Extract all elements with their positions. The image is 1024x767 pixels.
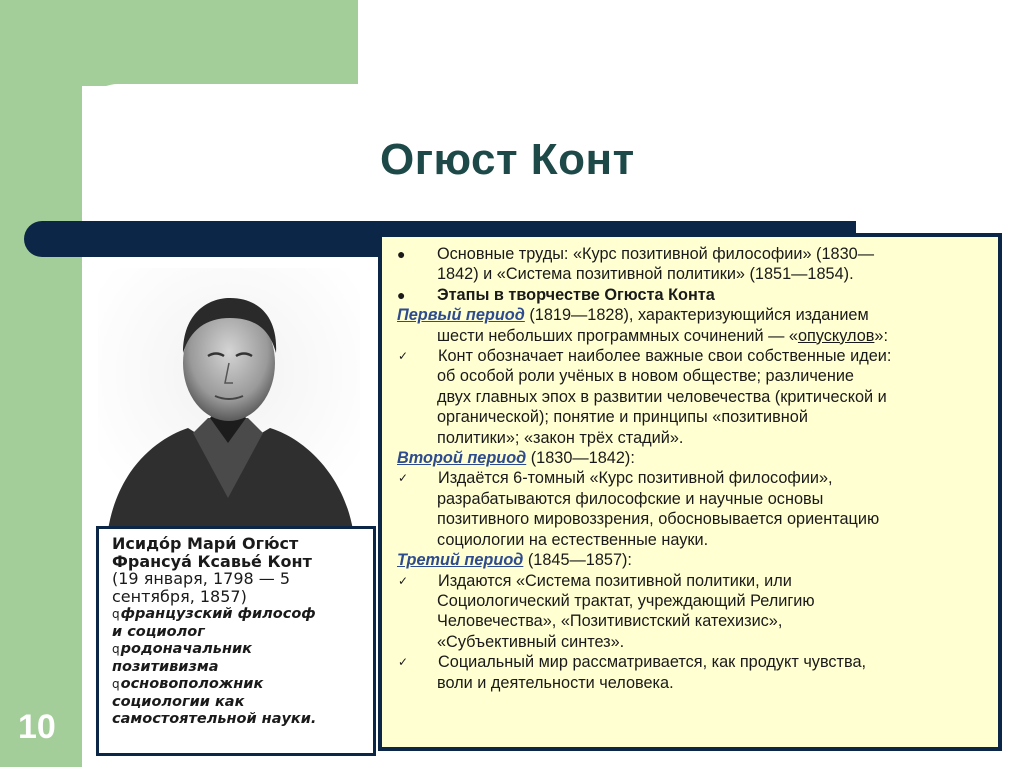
period-3-heading: Третий период (1845—1857): bbox=[397, 551, 632, 570]
works-label: Основные труды bbox=[437, 245, 564, 263]
bio-item-3-cont: социологии как bbox=[112, 693, 245, 710]
opuscules-link[interactable]: опускулов bbox=[797, 326, 875, 345]
bio-item-3: qосновоположник bbox=[112, 676, 264, 692]
square-bullet-icon: q bbox=[112, 677, 120, 691]
bio-item-2: qродоначальник bbox=[112, 641, 252, 657]
period-2-label: Второй период bbox=[397, 449, 527, 468]
works-bullet: ● Основные труды: «Курс позитивной философии» (1830— bbox=[397, 245, 874, 263]
slide-title: Огюст Конт bbox=[380, 135, 635, 184]
portrait-image bbox=[98, 268, 360, 530]
bio-item-3-cont2: самостоятельной науки. bbox=[112, 711, 317, 727]
checkmark-icon: ✓ bbox=[398, 471, 409, 486]
period-1-heading: Первый период (1819—1828), характеризующийся изданием bbox=[397, 306, 869, 325]
bio-item-1: qфранцузский философ bbox=[112, 606, 316, 622]
bio-name-line1: Исидо́р Мари́ Огю́ст bbox=[112, 534, 299, 553]
bullet-dot-icon: ● bbox=[397, 286, 406, 303]
period-3-label: Третий период bbox=[397, 551, 524, 570]
period-2-heading: Второй период (1830—1842): bbox=[397, 449, 635, 468]
bullet-dot-icon: ● bbox=[397, 246, 406, 262]
green-side-band bbox=[0, 0, 82, 767]
checkmark-icon: ✓ bbox=[398, 655, 409, 670]
period-2-check: ✓ Издаётся 6-томный «Курс позитивной философии», bbox=[398, 469, 833, 488]
green-top-band bbox=[0, 0, 358, 86]
period-3-check-2: ✓ Социальный мир рассматривается, как продукт чувства, bbox=[398, 653, 867, 672]
content-box: ● Основные труды: «Курс позитивной философии» (1830— 1842) и «Система позитивной политики» (1851—1854). ● Этапы в творчестве Огюста Конта Первый период (1819—1828), характеризующийся изданием шести небольших программных сочинений — «опускулов»: ✓ Конт обозначает наиболее важные свои собственные идеи: об особой роли учёных в новом обществе; различение двух главных эпох в развитии человечества (критической и органической); понятие и принципы «позитивной политики»; «закон трёх стадий». Второй период (1830—1842): ✓ Издаётся 6-томный «Курс позитивной философии», разрабатываются философские и научные основы позитивного мировоззрения, обосновывается ориентацию социологии на естественные науки. Третий период (1845—1857): ✓ Издаются «Система позитивной политики, или Социологический трактат, учреждающий Религию Человечества», «Позитивистский катехизис», «Субъективный синтез». ✓ Социальный мир рассматривается, как продукт чувства, воли и деятельности человека. bbox=[382, 237, 998, 747]
period-1-check: ✓ Конт обозначает наиболее важные свои собственные идеи: bbox=[398, 347, 892, 366]
bio-dates-line1: (19 января, 1798 — 5 bbox=[112, 569, 291, 588]
square-bullet-icon: q bbox=[112, 642, 120, 656]
bio-item-1-cont: и социолог bbox=[112, 623, 205, 640]
bio-name-line2: Франсуа́ Ксавье́ Конт bbox=[112, 551, 312, 571]
biography-box bbox=[96, 526, 376, 756]
bio-item-2-cont: позитивизма bbox=[112, 658, 219, 675]
stages-heading-row bbox=[397, 285, 986, 305]
checkmark-icon: ✓ bbox=[398, 349, 409, 364]
stages-heading: Этапы в творчестве Огюста Конта bbox=[437, 285, 715, 304]
period-1-heading-cont: шести небольших программных сочинений — «опускулов»: bbox=[437, 326, 888, 345]
checkmark-icon: ✓ bbox=[398, 573, 409, 588]
period-3-check-1: ✓ Издаются «Система позитивной политики, или bbox=[398, 571, 792, 590]
content-frame bbox=[378, 233, 1002, 751]
period-1-label: Первый период bbox=[397, 306, 525, 325]
bio-dates-line2: сентября, 1857) bbox=[112, 587, 247, 606]
works-bullet-cont: 1842) и «Система позитивной политики» (1851—1854). bbox=[437, 265, 854, 284]
slide-number: 10 bbox=[18, 708, 56, 746]
square-bullet-icon: q bbox=[112, 607, 120, 621]
